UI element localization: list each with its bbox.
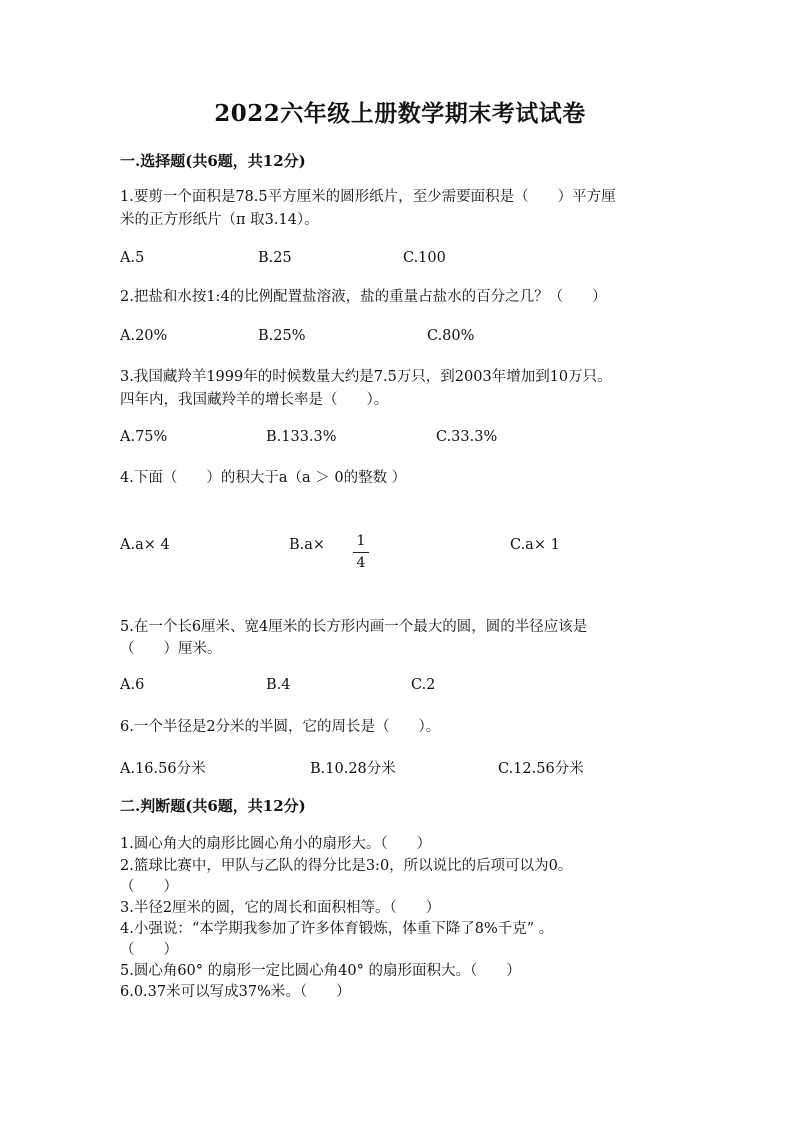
question-6-option-c: C.12.56分米 — [498, 761, 584, 777]
question-2-option-a: A.20% — [120, 328, 168, 344]
question-4-option-b-fraction — [353, 533, 369, 572]
question-3-option-c: C.33.3% — [436, 429, 498, 445]
question-3-option-a: A.75% — [120, 429, 168, 445]
question-1-option-c: C.100 — [403, 250, 446, 266]
section-heading-choice: 一.选择题(共6题，共12分) — [120, 152, 306, 170]
fraction-numerator: 1 — [356, 533, 366, 549]
section-heading-true-false: 二.判断题(共6题，共12分) — [120, 797, 306, 815]
question-3-option-b: B.133.3% — [266, 429, 337, 445]
page-title: 2022六年级上册数学期末考试试卷 — [214, 100, 586, 127]
question-2-option-c: C.80% — [427, 328, 475, 344]
question-5-line-2: （ ）厘米。 — [120, 641, 222, 657]
question-5-line-1: 5.在一个长6厘米、宽4厘米的长方形内画一个最大的圆，圆的半径应该是 — [120, 619, 588, 635]
question-3-line-2: 四年内，我国藏羚羊的增长率是（ ）。 — [120, 392, 389, 408]
judgment-line: 4.小强说：“本学期我参加了许多体育锻炼，体重下降了8%千克” 。 — [120, 921, 554, 937]
question-2-line-1: 2.把盐和水按1:4的比例配置盐溶液，盐的重量占盐水的百分之几？（ ） — [120, 289, 607, 305]
judgment-line: 3.半径2厘米的圆，它的周长和面积相等。（ ） — [120, 900, 441, 916]
judgment-line: （ ） — [120, 879, 178, 895]
question-6-line-1: 6.一个半径是2分米的半圆，它的周长是（ ）。 — [120, 719, 441, 735]
question-4-option-c: C.a× 1 — [510, 537, 560, 553]
question-4-option-b: B.a× — [289, 537, 326, 553]
judgment-line: 6.0.37米可以写成37%米。（ ） — [120, 984, 351, 1000]
judgment-line: 1.圆心角大的扇形比圆心角小的扇形大。（ ） — [120, 836, 432, 852]
judgment-line: 5.圆心角60° 的扇形一定比圆心角40° 的扇形面积大。（ ） — [120, 963, 521, 979]
question-2-option-b: B.25% — [258, 328, 306, 344]
question-1-line-2: 米的正方形纸片（π 取3.14）。 — [120, 212, 319, 228]
question-5-option-a: A.6 — [120, 677, 145, 693]
judgment-line: （ ） — [120, 942, 178, 958]
judgment-line: 2.篮球比赛中，甲队与乙队的得分比是3:0，所以说比的后项可以为0。 — [120, 858, 573, 874]
question-1-option-b: B.25 — [258, 250, 292, 266]
question-4-option-a: A.a× 4 — [120, 537, 170, 553]
question-6-option-b: B.10.28分米 — [310, 761, 396, 777]
question-5-option-c: C.2 — [411, 677, 436, 693]
question-5-option-b: B.4 — [266, 677, 291, 693]
question-1-option-a: A.5 — [120, 250, 145, 266]
fraction-denominator: 4 — [356, 555, 366, 571]
fraction-bar — [353, 552, 369, 553]
question-4-line-1: 4.下面（ ）的积大于a（a ＞ 0的整数 ） — [120, 470, 407, 486]
question-1-line-1: 1.要剪一个面积是78.5平方厘米的圆形纸片，至少需要面积是（ ）平方厘 — [120, 189, 616, 205]
question-3-line-1: 3.我国藏羚羊1999年的时候数量大约是7.5万只，到2003年增加到10万只。 — [120, 369, 612, 385]
question-6-option-a: A.16.56分米 — [120, 761, 206, 777]
